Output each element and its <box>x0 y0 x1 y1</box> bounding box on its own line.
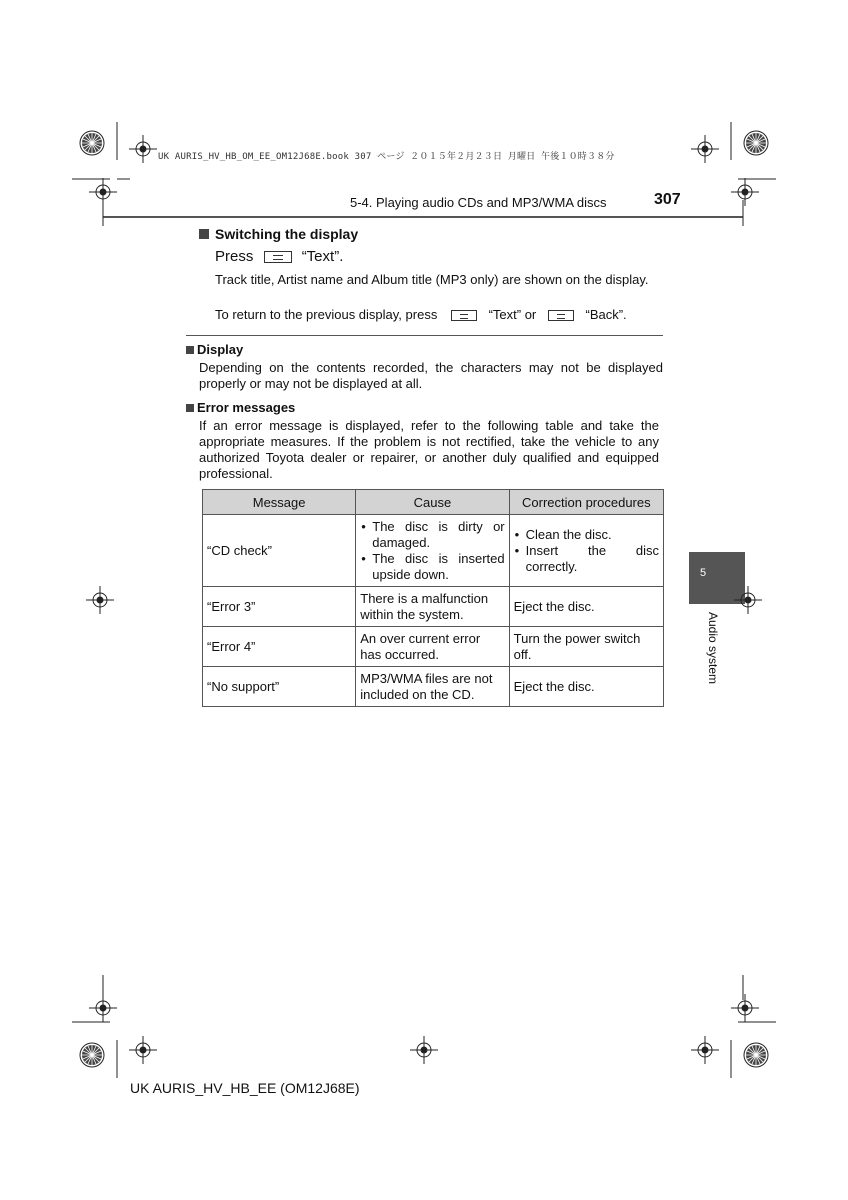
message-cell: “Error 3” <box>203 587 356 627</box>
display-heading-text: Display <box>197 342 244 357</box>
return-prefix: To return to the previous display, press <box>215 307 438 322</box>
chapter-label: Audio system <box>706 612 720 685</box>
list-item: • Insert the disc correctly. <box>514 543 659 575</box>
print-info-line: UK AURIS_HV_HB_OM_EE_OM12J68E.book 307 ページ ２０１５年２月２３日 月曜日 午後１０時３８分 <box>158 152 615 162</box>
error-heading-text: Error messages <box>197 400 296 415</box>
error-body: If an error message is displayed, refer to the following table and take the appropriate measures. If the problem is not rectified, take the vehicle to any authorized Toyota dealer or repairer, or another duly qualified and equipped professional. <box>199 418 659 481</box>
model-code: UK AURIS_HV_HB_EE (OM12J68E) <box>130 1080 360 1096</box>
column-header-cause: Cause <box>356 490 509 515</box>
cause-cell: MP3/WMA files are not included on the CD. <box>356 667 509 707</box>
column-header-message: Message <box>203 490 356 515</box>
message-cell: “CD check” <box>203 515 356 587</box>
track-info-text: Track title, Artist name and Album title (MP3 only) are shown on the display. <box>215 272 649 287</box>
correction-cell: Turn the power switch off. <box>509 627 663 667</box>
switching-heading-text: Switching the display <box>215 226 359 242</box>
section-title: 5-4. Playing audio CDs and MP3/WMA discs <box>350 195 607 210</box>
message-cell: “Error 4” <box>203 627 356 667</box>
message-cell: “No support” <box>203 667 356 707</box>
column-header-correction: Correction procedures <box>509 490 663 515</box>
correction-cell: Eject the disc. <box>509 667 663 707</box>
list-item: • The disc is dirty or damaged. <box>360 519 504 551</box>
list-item: • The disc is inserted upside down. <box>360 551 504 583</box>
return-text-label: “Text” or <box>488 307 537 322</box>
press-target: “Text”. <box>301 248 344 265</box>
correction-cell: Eject the disc. <box>509 587 663 627</box>
cause-cell: An over current error has occurred. <box>356 627 509 667</box>
list-item: • Clean the disc. <box>514 527 659 543</box>
display-body: Depending on the contents recorded, the characters may not be displayed properly or may not be displayed at all. <box>199 360 663 391</box>
chapter-number: 5 <box>700 567 707 579</box>
page-number: 307 <box>654 191 681 208</box>
press-word: Press <box>215 248 254 265</box>
cause-cell: There is a malfunction within the system. <box>356 587 509 627</box>
return-back-label: “Back”. <box>585 307 627 322</box>
